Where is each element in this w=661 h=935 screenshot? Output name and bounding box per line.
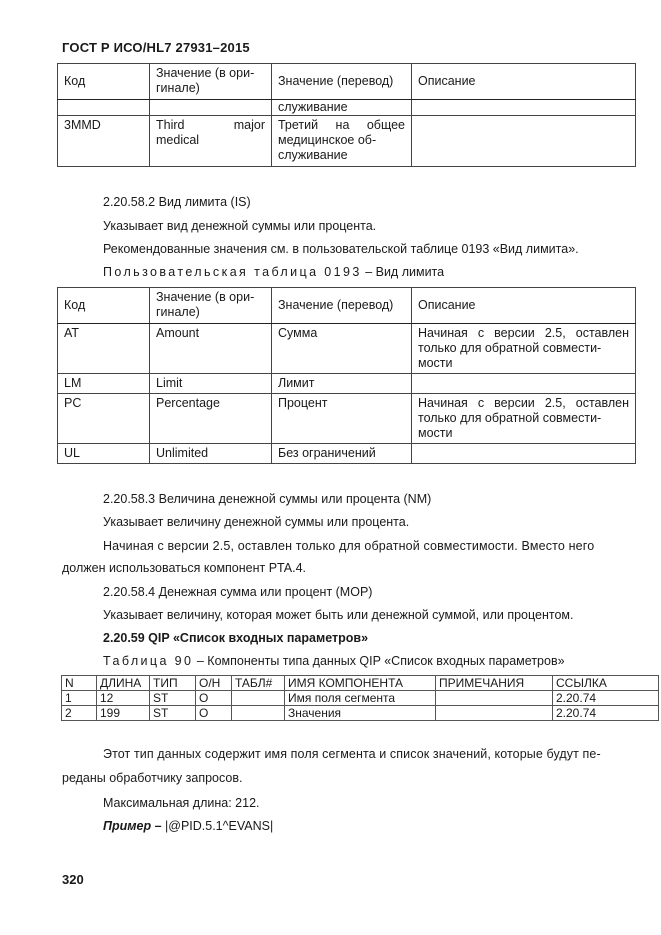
col-header-table: ТАБЛ#	[232, 676, 285, 691]
caption-spaced: Пользовательская таблица 0193	[103, 265, 362, 279]
table-cell: Имя поля сегмента	[285, 691, 436, 706]
col-header-original: Значение (в ори- гинале)	[150, 64, 272, 100]
example-value: |@PID.5.1^EVANS|	[161, 819, 274, 833]
table-cell: О	[196, 706, 232, 721]
col-header-description: Описание	[412, 288, 636, 324]
table-cell: 3MMD	[58, 116, 150, 167]
table-cell	[436, 706, 553, 721]
paragraph: Указывает величину денежной суммы или процента.	[103, 515, 410, 529]
table-cell: 2	[62, 706, 97, 721]
col-header-original: Значение (в ори- гинале)	[150, 288, 272, 324]
col-header-translation: Значение (перевод)	[272, 64, 412, 100]
table-row	[58, 394, 636, 444]
col-header-description: Описание	[412, 64, 636, 100]
section-title: 2.20.58.4 Денежная сумма или процент (MOP)	[103, 585, 373, 599]
table-cell: Начиная с версии 2.5, оставлен только для обратной совмести- мости	[412, 324, 636, 374]
paragraph: Начиная с версии 2.5, оставлен только для обратной совместимости. Вместо него	[103, 539, 595, 553]
table-cell	[412, 374, 636, 394]
table-caption	[103, 265, 444, 279]
table-cell: Третий на общее медицинское об- служивание	[272, 116, 412, 167]
table-row	[58, 324, 636, 374]
col-header-code: Код	[58, 64, 150, 100]
col-header-reference: ССЫЛКА	[553, 676, 659, 691]
paragraph: Рекомендованные значения см. в пользовательской таблице 0193 «Вид лимита».	[103, 242, 579, 256]
table-cell: Limit	[150, 374, 272, 394]
table-cell: Unlimited	[150, 444, 272, 464]
table-caption	[103, 654, 565, 668]
col-header-component-name: ИМЯ КОМПОНЕНТА	[285, 676, 436, 691]
table-cell: Third major medical	[150, 116, 272, 167]
example-label: Пример –	[103, 819, 162, 833]
table-cell: Лимит	[272, 374, 412, 394]
col-header-opt: О/Н	[196, 676, 232, 691]
table-header-row	[58, 64, 636, 100]
table-cell: Значения	[285, 706, 436, 721]
caption-rest: – Вид лимита	[361, 265, 445, 279]
table-row	[62, 706, 659, 721]
table-row	[58, 116, 636, 167]
table-cell: 2.20.74	[553, 691, 659, 706]
table-cell: 12	[97, 691, 150, 706]
caption-spaced: Таблица 90	[103, 654, 194, 668]
example-line	[103, 819, 273, 833]
table-row	[62, 691, 659, 706]
col-header-notes: ПРИМЕЧАНИЯ	[436, 676, 553, 691]
table-cell: Percentage	[150, 394, 272, 444]
table-header-row	[58, 288, 636, 324]
table-cell: ST	[150, 691, 196, 706]
table-cell	[150, 100, 272, 116]
table-row	[58, 374, 636, 394]
table-cell: 199	[97, 706, 150, 721]
table-cell: О	[196, 691, 232, 706]
document-header: ГОСТ Р ИСО/HL7 27931–2015	[62, 40, 250, 55]
table-cell	[412, 444, 636, 464]
section-heading: 2.20.59 QIP «Список входных параметров»	[103, 631, 369, 645]
table-cell: Процент	[272, 394, 412, 444]
table-continuation	[57, 63, 636, 167]
caption-rest: – Компоненты типа данных QIP «Список входных параметров»	[193, 654, 565, 668]
table-cell	[232, 691, 285, 706]
table-header-row	[62, 676, 659, 691]
section-title: 2.20.58.3 Величина денежной суммы или процента (NM)	[103, 492, 432, 506]
paragraph: Максимальная длина: 212.	[103, 796, 260, 810]
table-cell	[412, 116, 636, 167]
table-row	[58, 100, 636, 116]
col-header-type: ТИП	[150, 676, 196, 691]
limit-type-table	[57, 287, 636, 464]
col-header-length: ДЛИНА	[97, 676, 150, 691]
paragraph: Указывает вид денежной суммы или процента.	[103, 219, 377, 233]
table-cell: PC	[58, 394, 150, 444]
table-cell: служивание	[272, 100, 412, 116]
qip-components-table	[61, 675, 659, 721]
page-number: 320	[62, 872, 84, 887]
paragraph: должен использоваться компонент PTA.4.	[62, 561, 307, 575]
table-cell: Начиная с версии 2.5, оставлен только для обратной совмести- мости	[412, 394, 636, 444]
section-title: 2.20.58.2 Вид лимита (IS)	[103, 195, 251, 209]
table-cell: Сумма	[272, 324, 412, 374]
table-cell: 2.20.74	[553, 706, 659, 721]
table-cell: Amount	[150, 324, 272, 374]
col-header-code: Код	[58, 288, 150, 324]
paragraph: реданы обработчику запросов.	[62, 771, 243, 785]
table-cell: AT	[58, 324, 150, 374]
table-row	[58, 444, 636, 464]
table-cell	[58, 100, 150, 116]
table-cell: LM	[58, 374, 150, 394]
col-header-translation: Значение (перевод)	[272, 288, 412, 324]
table-cell: 1	[62, 691, 97, 706]
table-cell: UL	[58, 444, 150, 464]
col-header-n: N	[62, 676, 97, 691]
table-cell: ST	[150, 706, 196, 721]
table-cell: Без ограничений	[272, 444, 412, 464]
table-cell	[412, 100, 636, 116]
paragraph: Этот тип данных содержит имя поля сегмента и список значений, которые будут пе-	[103, 747, 601, 761]
table-cell	[436, 691, 553, 706]
table-cell	[232, 706, 285, 721]
paragraph: Указывает величину, которая может быть или денежной суммой, или процентом.	[103, 608, 574, 622]
